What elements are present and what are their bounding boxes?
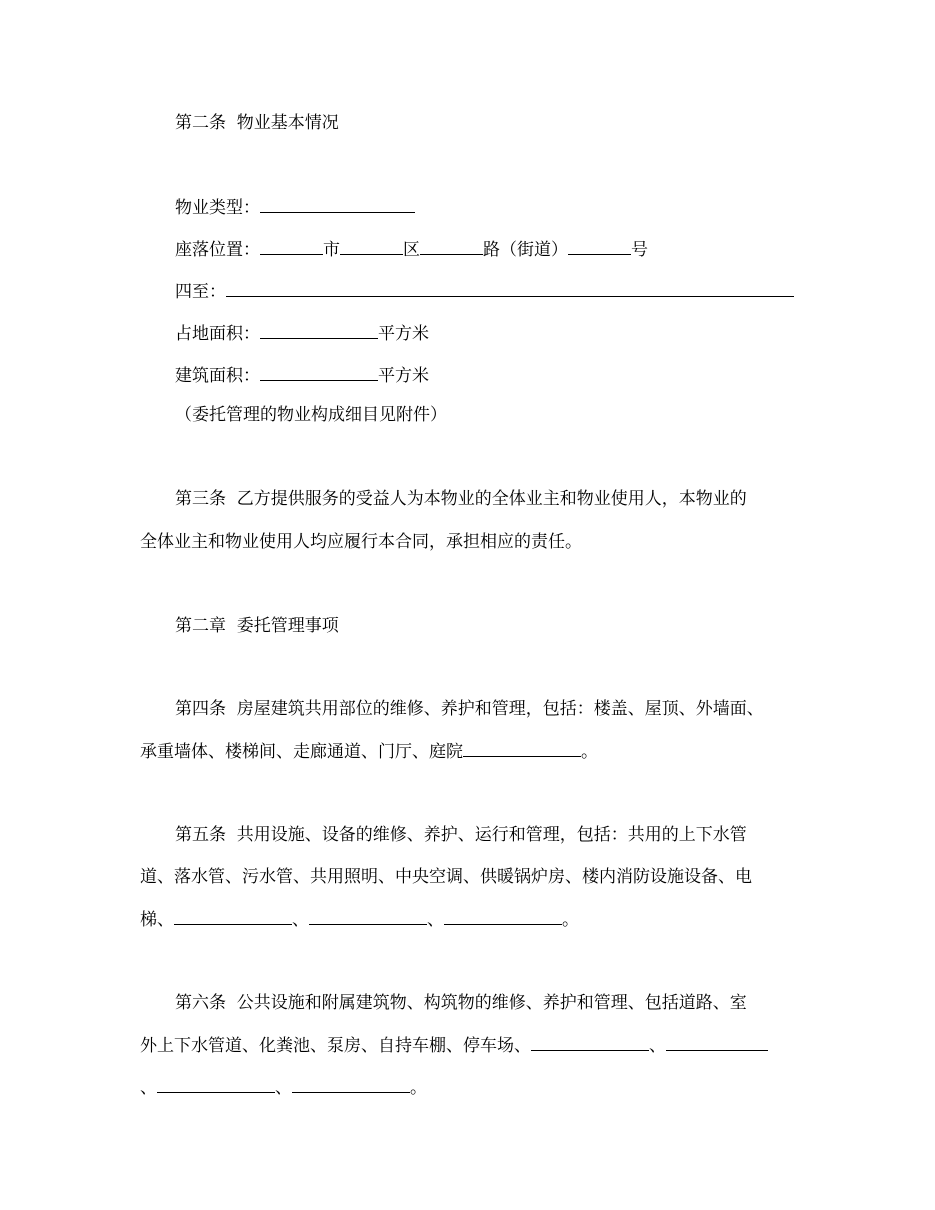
article-3-line-2: 全体业主和物业使用人均应履行本合同，承担相应的责任。 xyxy=(140,532,582,552)
article-6-sep-3: 、 xyxy=(275,1078,292,1098)
property-type-blank xyxy=(260,196,415,213)
article-5-line-1: 第五条 共用设施、设备的维修、养护、运行和管理，包括：共用的上下水管 xyxy=(175,825,747,845)
city-blank xyxy=(260,238,323,255)
chapter-2-heading: 第二章 委托管理事项 xyxy=(175,616,339,636)
article-6-blank-4 xyxy=(292,1076,410,1093)
article-6-sep-2: 、 xyxy=(140,1078,157,1098)
article-6-line-2 xyxy=(140,1034,768,1056)
location-label: 座落位置： xyxy=(175,240,260,260)
district-blank xyxy=(340,238,403,255)
road-suffix: 路（街道） xyxy=(483,240,568,260)
boundaries-row xyxy=(175,280,794,302)
building-area-unit: 平方米 xyxy=(378,366,429,386)
number-blank xyxy=(568,238,631,255)
article-6-line-1: 第六条 公共设施和附属建筑物、构筑物的维修、养护和管理、包括道路、室 xyxy=(175,993,747,1013)
article-5-line-2: 道、落水管、污水管、共用照明、中央空调、供暖锅炉房、楼内消防设施设备、电 xyxy=(140,867,752,887)
article-5-end: 。 xyxy=(562,910,579,930)
article-3-line-1: 第三条 乙方提供服务的受益人为本物业的全体业主和物业使用人，本物业的 xyxy=(175,489,747,509)
article-4-line-2 xyxy=(140,740,598,762)
article-5-sep-1: 、 xyxy=(292,910,309,930)
article-6-end: 。 xyxy=(410,1078,427,1098)
land-area-label: 占地面积： xyxy=(175,324,260,344)
article-5-sep-2: 、 xyxy=(427,910,444,930)
article-5-blank-3 xyxy=(444,908,562,925)
boundaries-blank xyxy=(226,280,794,297)
article-6-sep-1: 、 xyxy=(649,1036,666,1056)
boundaries-label: 四至： xyxy=(175,282,226,302)
article-4-blank xyxy=(463,740,581,757)
building-area-label: 建筑面积： xyxy=(175,366,260,386)
annex-note: （委托管理的物业构成细目见附件） xyxy=(175,405,447,425)
article-4-line-2-text: 承重墙体、楼梯间、走廊通道、门厅、庭院 xyxy=(140,742,463,762)
article-5-blank-1 xyxy=(174,908,292,925)
article-4-line-1: 第四条 房屋建筑共用部位的维修、养护和管理，包括：楼盖、屋顶、外墙面、 xyxy=(175,699,764,719)
property-type-row xyxy=(175,196,415,218)
property-type-label: 物业类型： xyxy=(175,198,260,218)
land-area-unit: 平方米 xyxy=(378,324,429,344)
city-suffix: 市 xyxy=(323,240,340,260)
article-6-line-3 xyxy=(140,1076,427,1098)
article-6-line-2-text: 外上下水管道、化粪池、泵房、自持车棚、停车场、 xyxy=(140,1036,531,1056)
land-area-blank xyxy=(260,322,378,339)
building-area-row xyxy=(175,364,429,386)
location-row xyxy=(175,238,648,260)
article-6-blank-2 xyxy=(666,1034,768,1051)
number-suffix: 号 xyxy=(631,240,648,260)
article-5-blank-2 xyxy=(309,908,427,925)
article-6-blank-1 xyxy=(531,1034,649,1051)
district-suffix: 区 xyxy=(403,240,420,260)
road-blank xyxy=(420,238,483,255)
land-area-row xyxy=(175,322,429,344)
article-2-heading: 第二条 物业基本情况 xyxy=(175,113,339,133)
building-area-blank xyxy=(260,364,378,381)
article-4-end: 。 xyxy=(581,742,598,762)
article-5-line-3 xyxy=(140,908,579,930)
article-5-line-3-text: 梯、 xyxy=(140,910,174,930)
article-6-blank-3 xyxy=(157,1076,275,1093)
